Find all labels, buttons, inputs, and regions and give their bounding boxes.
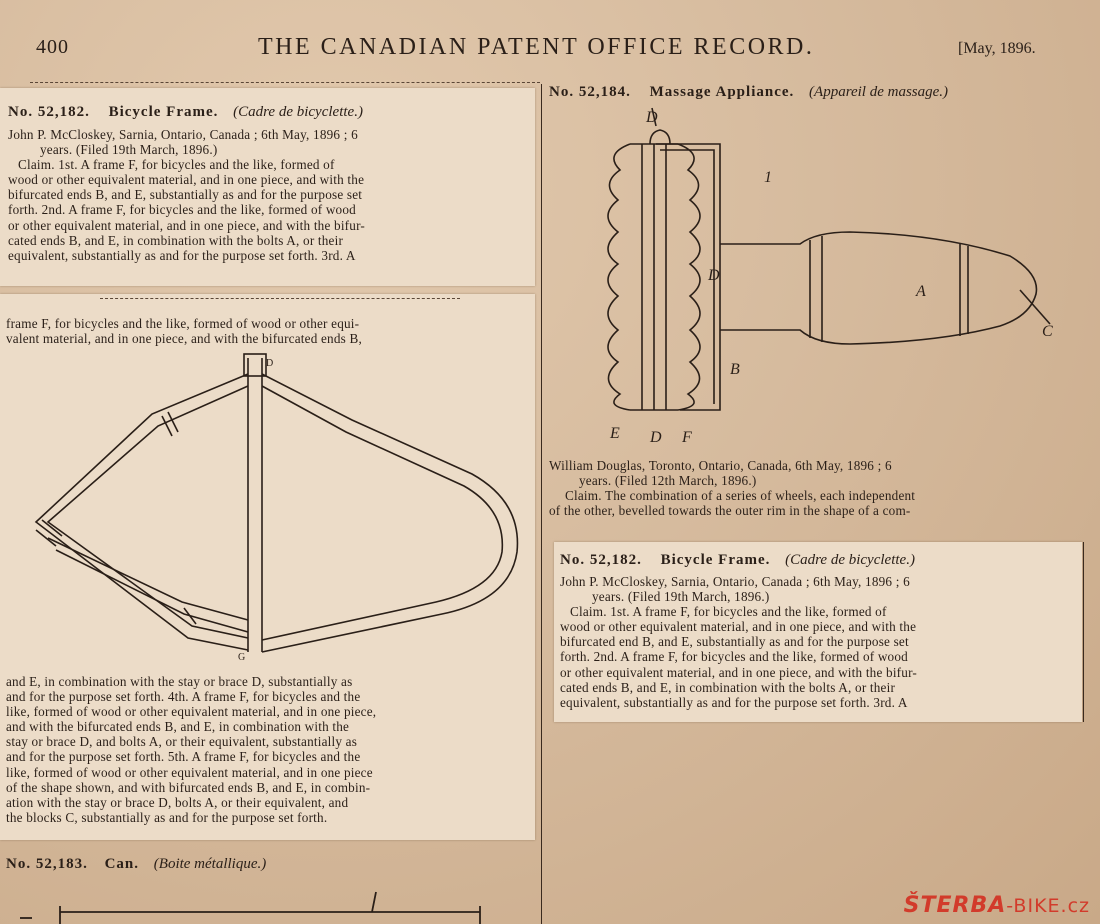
massage-appliance-figure	[560, 104, 1060, 454]
text-line: wood or other equivalent material, and in one piece, and with the	[8, 172, 365, 188]
text-line: equivalent, substantially as and for the purpose set forth. 3rd. A	[560, 694, 908, 710]
entry-name: Bicycle Frame.	[108, 104, 219, 120]
text-line: bifurcated ends B, and E, substantially as and for the purpose set	[8, 187, 363, 203]
watermark-domain: -BIKE.cz	[1006, 895, 1090, 917]
entry-number: No. 52,182.	[560, 552, 642, 568]
entry-body-52182	[8, 127, 530, 263]
text-line: or other equivalent material, and in one piece, and with the bifur-	[560, 664, 917, 680]
site-watermark	[904, 893, 1090, 918]
entry-title-52182	[8, 104, 363, 121]
text-line: frame F, for bicycles and the like, formed of wood or other equi-	[6, 316, 360, 331]
text-line: Claim. The combination of a series of wheels, each independent	[565, 488, 916, 504]
text-line: Claim. 1st. A frame F, for bicycles and the like, formed of	[18, 157, 335, 173]
entry-number: No. 52,183.	[6, 856, 88, 872]
text-line: cated ends B, and E, in combination with the bolts A, or their	[560, 679, 896, 695]
entry-continued-top	[6, 316, 530, 346]
entry-name: Can.	[104, 856, 140, 872]
column-divider	[541, 84, 542, 924]
figure-label: D	[266, 358, 274, 369]
text-line: like, formed of wood or other equivalent material, and in one piece,	[6, 704, 377, 720]
figure-label: 1	[764, 169, 772, 186]
entry-continued-bottom	[6, 674, 530, 825]
text-line: and for the purpose set forth. 4th. A frame F, for bicycles and the	[6, 689, 361, 705]
figure-label: D	[708, 267, 720, 284]
figure-label: G	[238, 652, 246, 663]
figure-label: D	[650, 429, 662, 446]
figure-label: D	[646, 109, 658, 126]
text-line: forth. 2nd. A frame F, for bicycles and the like, formed of wood	[560, 649, 908, 665]
issue-date: [May, 1896.	[958, 40, 1036, 57]
entry-french-name: (Cadre de bicyclette.)	[233, 104, 363, 120]
watermark-brand: ŠTERBA	[903, 893, 1007, 918]
figure-label: B	[730, 361, 740, 378]
text-line: the blocks C, substantially as and for the purpose set forth.	[6, 809, 328, 825]
text-line: or other equivalent material, and in one piece, and with the bifur-	[8, 217, 365, 233]
publication-title: THE CANADIAN PATENT OFFICE RECORD.	[258, 34, 815, 60]
entry-name: Massage Appliance.	[649, 84, 795, 100]
text-line: and E, in combination with the stay or brace D, substantially as	[6, 674, 353, 689]
text-line: John P. McCloskey, Sarnia, Ontario, Canada ; 6th May, 1896 ; 6	[560, 574, 910, 589]
text-line: ation with the stay or brace D, bolts A, or their equivalent, and	[6, 794, 349, 810]
entry-title-52182-duplicate	[560, 552, 915, 569]
bicycle-frame-figure	[12, 352, 532, 664]
text-line: and with the bifurcated ends B, and E, in combination with the	[6, 719, 350, 735]
text-line: of the shape shown, and with bifurcated ends B, and E, in combin-	[6, 779, 371, 795]
text-line: Claim. 1st. A frame F, for bicycles and the like, formed of	[570, 604, 887, 620]
figure-label: C	[1042, 323, 1053, 340]
entry-body-52184	[549, 458, 1065, 518]
text-line: wood or other equivalent material, and in one piece, and with the	[560, 619, 917, 635]
text-line: like, formed of wood or other equivalent material, and in one piece	[6, 764, 373, 780]
clipping-edge	[1083, 542, 1084, 722]
entry-title-52184	[549, 84, 948, 101]
entry-title-52183	[6, 856, 266, 873]
text-line: years. (Filed 12th March, 1896.)	[579, 473, 757, 489]
entry-body-52182-duplicate	[560, 574, 1078, 710]
figure-label: F	[682, 429, 692, 446]
text-line: years. (Filed 19th March, 1896.)	[592, 589, 770, 605]
text-line: cated ends B, and E, in combination with the bolts A, or their	[8, 232, 344, 248]
header-rule-left	[30, 82, 540, 83]
text-line: valent material, and in one piece, and with the bifurcated ends B,	[6, 331, 362, 347]
figure-label: A	[916, 283, 926, 300]
text-line: years. (Filed 19th March, 1896.)	[40, 142, 218, 158]
entry-french-name: (Appareil de massage.)	[809, 84, 949, 100]
text-line: stay or brace D, and bolts A, or their equivalent, substantially as	[6, 734, 358, 750]
figure-label: E	[610, 425, 620, 442]
text-line: forth. 2nd. A frame F, for bicycles and the like, formed of wood	[8, 202, 356, 218]
text-line: equivalent, substantially as and for the purpose set forth. 3rd. A	[8, 247, 356, 263]
section-rule	[100, 298, 460, 299]
entry-french-name: (Boite métallique.)	[153, 856, 267, 872]
page-header	[0, 34, 1100, 74]
can-figure	[20, 884, 525, 924]
text-line: bifurcated end B, and E, substantially as and for the purpose set	[560, 634, 909, 650]
entry-number: No. 52,184.	[549, 84, 631, 100]
text-line: of the other, bevelled towards the outer rim in the shape of a com-	[549, 503, 911, 519]
text-line: and for the purpose set forth. 5th. A frame F, for bicycles and the	[6, 749, 361, 765]
text-line: William Douglas, Toronto, Ontario, Canada, 6th May, 1896 ; 6	[549, 458, 892, 473]
page-number: 400	[36, 36, 69, 58]
entry-french-name: (Cadre de bicyclette.)	[785, 552, 915, 568]
entry-number: No. 52,182.	[8, 104, 90, 120]
text-line: John P. McCloskey, Sarnia, Ontario, Canada ; 6th May, 1896 ; 6	[8, 127, 358, 142]
entry-name: Bicycle Frame.	[660, 552, 771, 568]
